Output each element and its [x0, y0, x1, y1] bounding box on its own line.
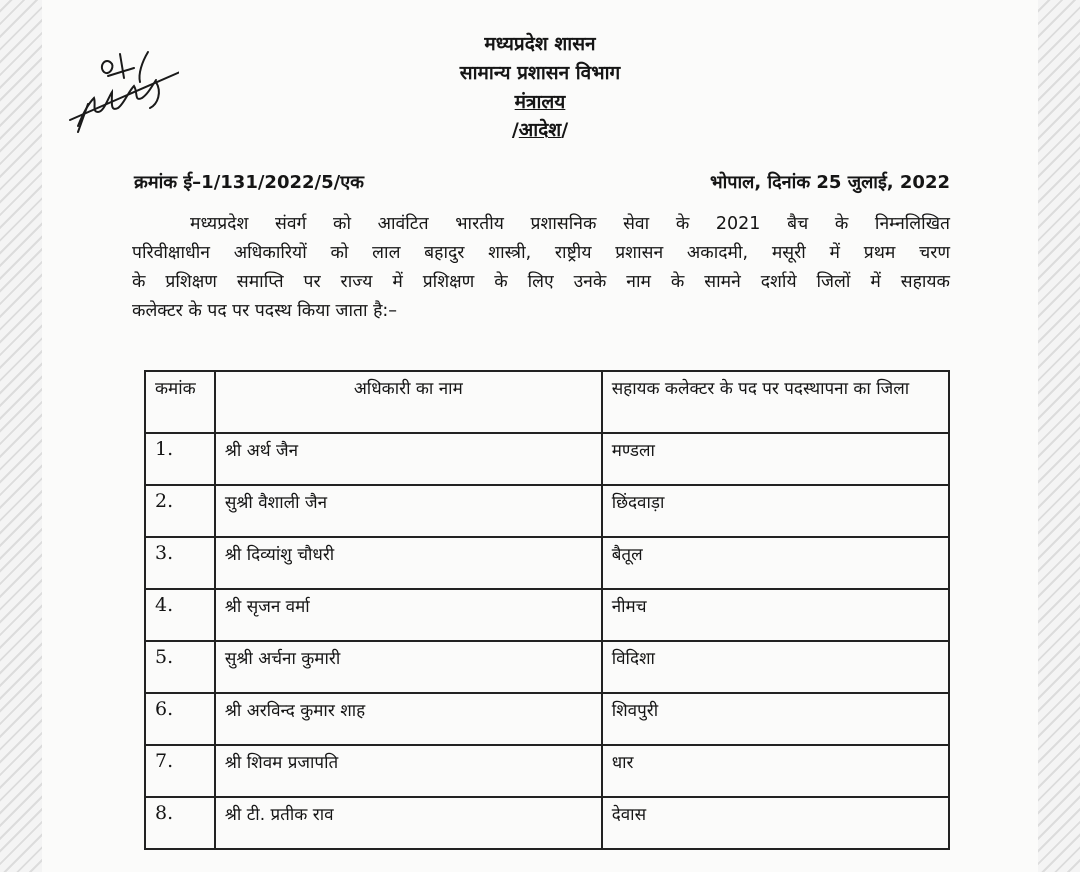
officer-name: श्री अरविन्द कुमार शाह	[215, 693, 602, 745]
table-row	[145, 693, 949, 745]
place-date: भोपाल, दिनांक 25 जुलाई, 2022	[709, 172, 950, 193]
header-ministry: मंत्रालय	[514, 91, 566, 113]
serial-number: 8.	[145, 797, 215, 849]
right-page-edge	[1038, 0, 1080, 872]
order-paragraph	[132, 210, 950, 326]
district-name: शिवपुरी	[602, 693, 949, 745]
serial-number: 5.	[145, 641, 215, 693]
paragraph-line: के प्रशिक्षण समाप्ति पर राज्य में प्रशिक्षण के लिए उनके नाम के सामने दर्शाये जिलों में सहायक	[132, 272, 950, 292]
column-header-officer-name: अधिकारी का नाम	[215, 371, 602, 433]
serial-number: 2.	[145, 485, 215, 537]
left-page-edge	[0, 0, 42, 872]
district-name: विदिशा	[602, 641, 949, 693]
table-row	[145, 433, 949, 485]
officer-name: श्री शिवम प्रजापति	[215, 745, 602, 797]
officer-name: श्री सृजन वर्मा	[215, 589, 602, 641]
paragraph-line: परिवीक्षाधीन अधिकारियों को लाल बहादुर शास्त्री, राष्ट्रीय प्रशासन अकादमी, मसूरी में प्रथम चरण	[132, 243, 950, 263]
district-name: मण्डला	[602, 433, 949, 485]
reference-number: क्रमांक ई–1/131/2022/5/एक	[134, 172, 364, 193]
header-department: सामान्य प्रशासन विभाग	[459, 62, 621, 84]
officer-name: सुश्री वैशाली जैन	[215, 485, 602, 537]
district-name: देवास	[602, 797, 949, 849]
serial-number: 7.	[145, 745, 215, 797]
officer-name: श्री अर्थ जैन	[215, 433, 602, 485]
serial-number: 4.	[145, 589, 215, 641]
table-row	[145, 641, 949, 693]
document-page	[42, 0, 1038, 872]
district-name: नीमच	[602, 589, 949, 641]
district-name: छिंदवाड़ा	[602, 485, 949, 537]
table-row	[145, 797, 949, 849]
column-header-serial: कमांक	[145, 371, 215, 433]
serial-number: 3.	[145, 537, 215, 589]
order-label: आदेश	[518, 119, 562, 141]
district-name: धार	[602, 745, 949, 797]
table-row	[145, 745, 949, 797]
officer-name: सुश्री अर्चना कुमारी	[215, 641, 602, 693]
officer-name: श्री टी. प्रतीक राव	[215, 797, 602, 849]
table-header-row	[145, 371, 949, 433]
officer-name: श्री दिव्यांशु चौधरी	[215, 537, 602, 589]
serial-number: 6.	[145, 693, 215, 745]
table-row	[145, 589, 949, 641]
district-name: बैतूल	[602, 537, 949, 589]
header-government: मध्यप्रदेश शासन	[484, 33, 596, 55]
paragraph-line: मध्यप्रदेश संवर्ग को आवंटित भारतीय प्रशासनिक सेवा के 2021 बैच के निम्नलिखित	[190, 214, 950, 234]
header-order: /आदेश/	[511, 119, 569, 141]
serial-number: 1.	[145, 433, 215, 485]
paragraph-line: कलेक्टर के पद पर पदस्थ किया जाता है:–	[132, 301, 398, 321]
column-header-district: सहायक कलेक्टर के पद पर पदस्थापना का जिला	[602, 371, 949, 433]
officer-posting-table	[144, 370, 950, 850]
table-row	[145, 485, 949, 537]
table-row	[145, 537, 949, 589]
